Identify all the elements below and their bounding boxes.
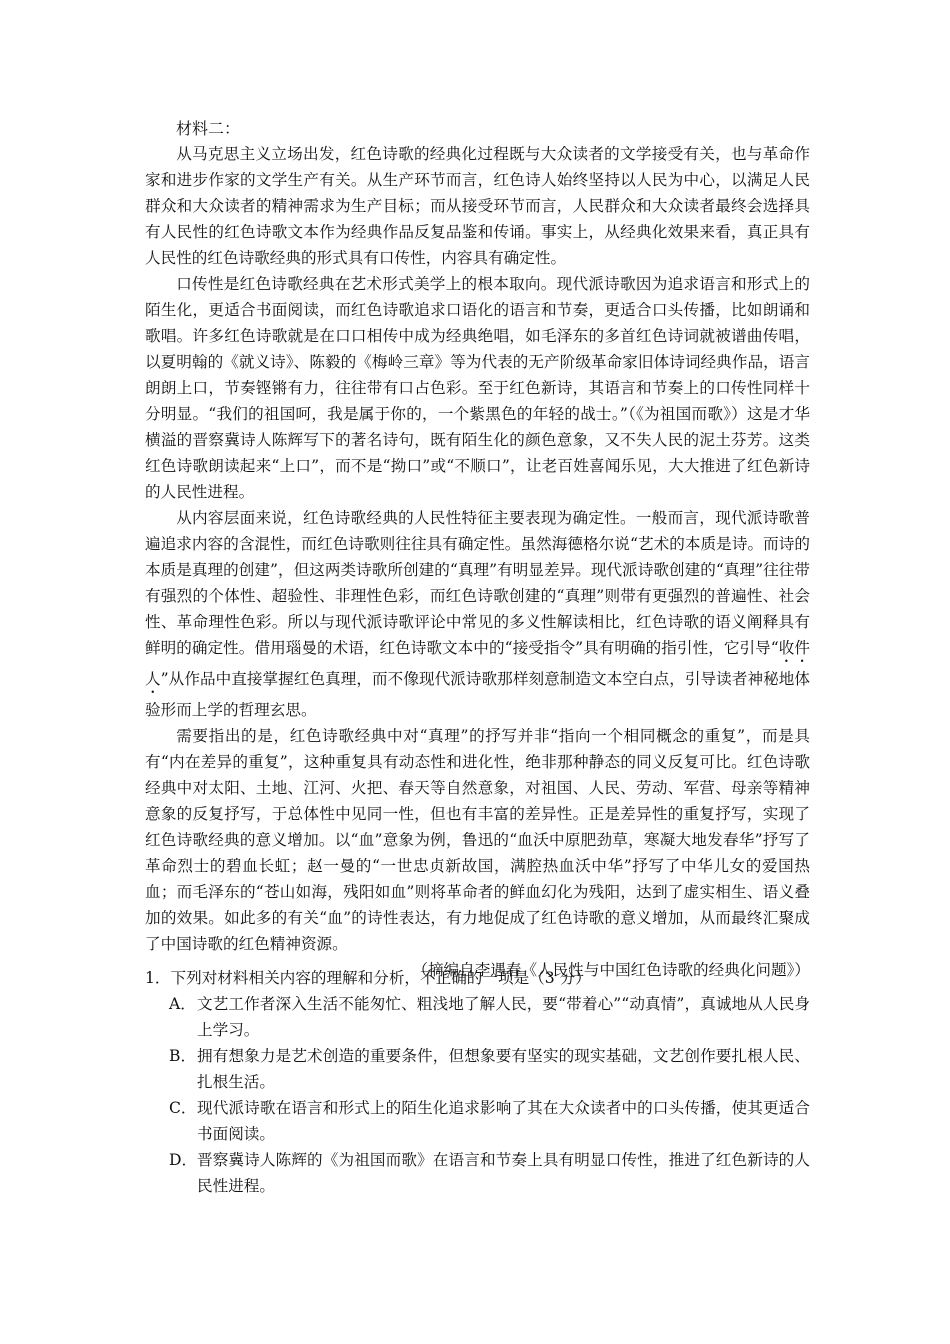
material-title: 材料二： xyxy=(176,119,241,138)
material-body xyxy=(145,141,810,983)
option-text: 现代派诗歌在语言和形式上的陌生化追求影响了其在大众读者中的口头传播，使其更适合书面阅读。 xyxy=(197,1099,810,1143)
paragraph-3-text-after: ”从作品中直接掌握红色真理，而不像现代派诗歌那样刻意制造文本空白点，引导读者神秘地体验形而上学的哲理玄思。 xyxy=(145,670,810,719)
option-c[interactable] xyxy=(145,1095,810,1147)
question-stem: 1．下列对材料相关内容的理解和分析，不正确的一项是（3 分） xyxy=(145,969,591,987)
material-paragraph-1: 从马克思主义立场出发，红色诗歌的经典化过程既与大众读者的文学接受有关，也与革命作家和进步作家的文学生产有关。从生产环节而言，红色诗人始终坚持以人民为中心，以满足人民群众和大众读者的精神需求为生产目标；而从接受环节而言，人民群众和大众读者最终会选择具有人民性的红色诗歌文本作为经典作品反复品鉴和传诵。事实上，从经典化效果来看，真正具有人民性的红色诗歌经典的形式具有口传性，内容具有确定性。 xyxy=(145,145,810,267)
option-d[interactable] xyxy=(145,1147,810,1199)
option-letter: A． xyxy=(169,995,196,1013)
option-letter: D． xyxy=(169,1151,198,1169)
material-paragraph-4: 需要指出的是，红色诗歌经典中对“真理”的抒写并非“指向一个相同概念的重复”，而是具有“内在差异的重复”，这种重复具有动态性和进化性，绝非那种静态的同义反复可比。红色诗歌经典中对太阳、土地、江河、火把、春天等自然意象，对祖国、人民、劳动、军营、母亲等精神意象的反复抒写，于总体性中见同一性，但也有丰富的差异性。正是差异性的重复抒写，实现了红色诗歌经典的意义增加。以“血”意象为例，鲁迅的“血沃中原肥劲草，寒凝大地发春华”抒写了革命烈士的碧血长虹；赵一曼的“一世忠贞新故国，满腔热血沃中华”抒写了中华儿女的爱国热血；而毛泽东的“苍山如海，残阳如血”则将革命者的鲜血幻化为残阳，达到了虚实相生、语义叠加的效果。如此多的有关“血”的诗性表达，有力地促成了红色诗歌的意义增加，从而最终汇聚成了中国诗歌的红色精神资源。 xyxy=(145,727,810,953)
option-text: 文艺工作者深入生活不能匆忙、粗浅地了解人民，要“带着心”“动真情”，真诚地从人民身上学习。 xyxy=(197,995,810,1039)
option-a[interactable] xyxy=(145,991,810,1043)
source-citation: （摘编自李遇春《人民性与中国红色诗歌的经典化问题》） xyxy=(412,961,810,979)
option-letter: C． xyxy=(169,1099,197,1117)
question-1 xyxy=(145,965,810,1199)
option-b[interactable] xyxy=(145,1043,810,1095)
option-text: 晋察冀诗人陈辉的《为祖国而歌》在语言和节奏上具有明显口传性，推进了红色新诗的人民性进程。 xyxy=(197,1151,810,1195)
material-paragraph-3 xyxy=(145,505,810,723)
paragraph-3-text-before: 从内容层面来说，红色诗歌经典的人民性特征主要表现为确定性。一般而言，现代派诗歌普遍追求内容的含混性，而红色诗歌则往往具有确定性。虽然海德格尔说“艺术的本质是诗。而诗的本质是真理的创建”，但这两类诗歌所创建的“真理”有明显差异。现代派诗歌创建的“真理”往往带有强烈的个体性、超验性、非理性色彩，而红色诗歌创建的“真理”则带有更强烈的普遍性、社会性、革命理性色彩。所以与现代派诗歌评论中常见的多义性解读相比，红色诗歌的语义阐释具有鲜明的确定性。借用瑙曼的术语，红色诗歌文本中的“接受指令”具有明确的指引性，它引导“ xyxy=(145,509,810,657)
option-text: 拥有想象力是艺术创造的重要条件，但想象要有坚实的现实基础，文艺创作要扎根人民、扎根生活。 xyxy=(197,1047,810,1091)
material-paragraph-2: 口传性是红色诗歌经典在艺术形式美学上的根本取向。现代派诗歌因为追求语言和形式上的陌生化，更适合书面阅读，而红色诗歌追求口语化的语言和节奏，更适合口头传播，比如朗诵和歌唱。许多红色诗歌就是在口口相传中成为经典绝唱，如毛泽东的多首红色诗词就被谱曲传唱，以夏明翰的《就义诗》、陈毅的《梅岭三章》等为代表的无产阶级革命家旧体诗词经典作品，语言朗朗上口，节奏铿锵有力，往往带有口占色彩。至于红色新诗，其语言和节奏上的口传性同样十分明显。“我们的祖国呵，我是属于你的，一个紫黑色的年轻的战士。”（《为祖国而歌》）这是才华横溢的晋察冀诗人陈辉写下的著名诗句，既有陌生化的颜色意象，又不失人民的泥土芬芳。这类红色诗歌朗读起来“上口”，而不是“拗口”或“不顺口”，让老百姓喜闻乐见，大大推进了红色新诗的人民性进程。 xyxy=(145,275,810,501)
option-letter: B． xyxy=(169,1047,197,1065)
emphasized-term: 收件人 xyxy=(145,639,810,688)
